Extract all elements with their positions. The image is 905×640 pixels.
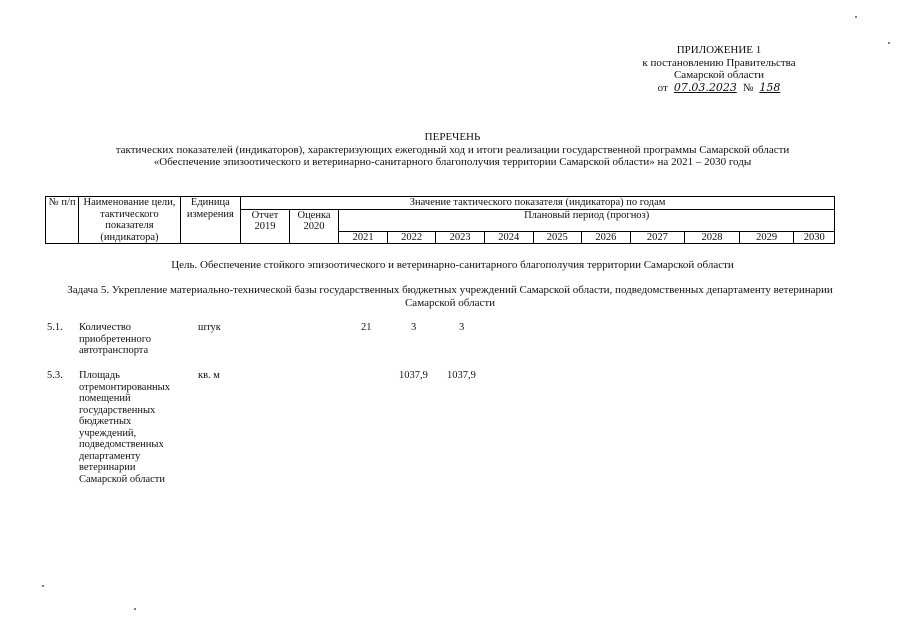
- scan-speck: [134, 608, 136, 610]
- header-year: 2027: [630, 231, 685, 244]
- header-values-group: Значение тактического показателя (индикатора) по годам: [241, 197, 835, 210]
- table-row: [47, 370, 837, 500]
- row-value-2023: 3: [459, 322, 465, 333]
- header-year: 2030: [794, 231, 835, 244]
- row-unit: кв. м: [198, 370, 220, 381]
- header-year: 2023: [436, 231, 485, 244]
- document-title: [0, 131, 905, 169]
- indicators-header-table: [45, 196, 835, 244]
- header-year: 2022: [387, 231, 436, 244]
- appendix-header: [609, 44, 829, 94]
- header-report-year: 2019: [254, 221, 276, 232]
- row-unit: штук: [198, 322, 221, 333]
- header-planned-period: Плановый период (прогноз): [339, 209, 835, 231]
- row-value-2023: 1037,9: [447, 370, 476, 381]
- header-year: 2026: [582, 231, 631, 244]
- row-name: Количество приобретенного автотранспорта: [79, 322, 152, 356]
- appendix-region-line: Самарской области: [673, 69, 765, 81]
- header-year: 2028: [685, 231, 740, 244]
- row-name: Площадь отремонтированных помещений государственных бюджетных учреждений, подведомственных департаменту ветеринарии Самарской области: [79, 370, 170, 485]
- appendix-date-line: [609, 82, 829, 95]
- title-program-name: «Обеспечение эпизоотического и ветеринарно-санитарного благополучия территории Самарской области» на 2021 – 2030 годы: [153, 156, 752, 168]
- row-number: 5.1.: [47, 322, 63, 333]
- appendix-resolution-line: к постановлению Правительства: [642, 56, 796, 69]
- header-year: 2029: [739, 231, 794, 244]
- header-estimate: Оценка 2020: [289, 209, 339, 244]
- appendix-title: ПРИЛОЖЕНИЕ 1: [676, 44, 762, 56]
- row-value-2021: 21: [361, 322, 372, 333]
- scan-speck: [888, 42, 890, 44]
- resolution-date: 07.03.2023: [673, 80, 737, 94]
- header-estimate-year: 2020: [303, 221, 325, 232]
- title-heading: ПЕРЕЧЕНЬ: [424, 131, 481, 143]
- number-label: №: [742, 81, 754, 94]
- header-num-col: № п/п: [46, 197, 79, 244]
- scan-speck: [855, 16, 857, 18]
- resolution-number: 158: [759, 80, 781, 94]
- row-value-2022: 3: [411, 322, 417, 333]
- row-number: 5.3.: [47, 370, 63, 381]
- header-year: 2021: [339, 231, 388, 244]
- header-unit-col: Единица измерения: [180, 197, 241, 244]
- header-name-col: Наименование цели, тактического показателя (индикатора): [79, 197, 180, 244]
- table-row: [47, 322, 837, 362]
- scan-speck: [42, 585, 44, 587]
- title-subheading: тактических показателей (индикаторов), характеризующих ежегодный ход и итоги реализации государственной программы Самарской области: [115, 143, 790, 156]
- header-report: Отчет 2019: [241, 209, 290, 244]
- task-text: Задача 5. Укрепление материально-технической базы государственных бюджетных учреждений Самарской области, подведомственных департаменту ветеринарии Самарской области: [67, 284, 833, 309]
- from-label: от: [657, 81, 668, 94]
- header-year: 2025: [533, 231, 582, 244]
- goal-text: Цель. Обеспечение стойкого эпизоотического и ветеринарно-санитарного благополучия территории Самарской области: [171, 259, 734, 271]
- row-value-2022: 1037,9: [399, 370, 428, 381]
- header-year: 2024: [484, 231, 533, 244]
